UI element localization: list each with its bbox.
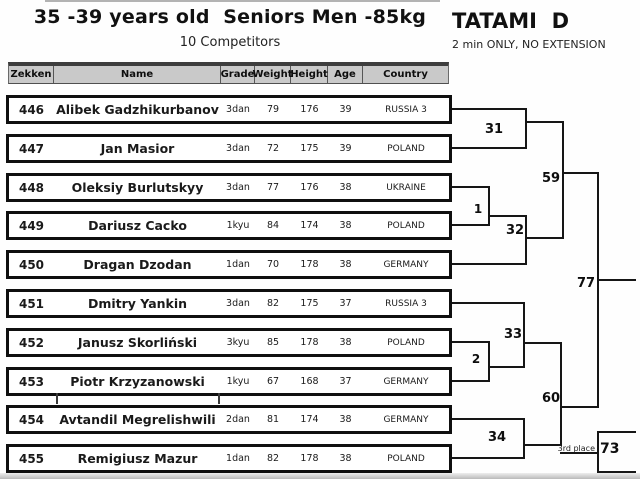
competitor-row-454 <box>6 405 452 434</box>
bracket-line <box>452 186 490 188</box>
bracket-line <box>452 457 525 459</box>
zekken: 446 <box>18 102 45 117</box>
age: 39 <box>339 104 352 115</box>
column-header-height: Height <box>291 66 328 83</box>
bracket-line <box>488 366 525 368</box>
grade: 3dan <box>226 182 250 193</box>
column-header-weight: Weight <box>255 66 291 83</box>
height: 175 <box>300 298 319 309</box>
column-header-zekken: Zekken <box>9 66 54 83</box>
competitor-row-449 <box>6 211 452 240</box>
bracket-line <box>488 186 490 226</box>
bracket-line <box>488 215 527 217</box>
country: POLAND <box>387 337 425 348</box>
bracket-line <box>452 224 490 226</box>
match-label-59: 59 <box>541 171 561 186</box>
height: 178 <box>300 259 319 270</box>
age: 38 <box>339 453 352 464</box>
page-title: 35 -39 years old Seniors Men -85kg <box>33 6 427 28</box>
competitor-row-450 <box>6 250 452 279</box>
zekken: 449 <box>18 218 45 233</box>
weight: 67 <box>266 376 280 387</box>
height: 174 <box>300 414 319 425</box>
competitor-name: Dmitry Yankin <box>87 296 188 311</box>
zekken: 452 <box>18 335 45 350</box>
bracket-line <box>452 341 490 343</box>
country: GERMANY <box>383 259 429 270</box>
column-header-grade: Grade <box>221 66 255 83</box>
scan-artifact-top-line <box>45 0 440 2</box>
bracket-line <box>523 418 525 459</box>
match-label-2: 2 <box>471 352 481 366</box>
height: 168 <box>300 376 319 387</box>
country: POLAND <box>387 220 425 231</box>
weight: 84 <box>266 220 280 231</box>
age: 38 <box>339 414 352 425</box>
weight: 82 <box>266 298 280 309</box>
match-label-73: 73 <box>600 441 620 457</box>
bracket-line <box>525 121 564 123</box>
grade: 1kyu <box>226 376 250 387</box>
bracket-line <box>452 147 527 149</box>
competitor-name: Alibek Gadzhikurbanov <box>56 102 219 117</box>
bracket-line <box>525 108 527 149</box>
match-label-77: 77 <box>576 276 596 291</box>
zekken: 448 <box>18 180 45 195</box>
table-header <box>8 62 449 84</box>
height: 174 <box>300 220 319 231</box>
grade: 3dan <box>226 104 250 115</box>
match-label-34: 34 <box>487 430 507 445</box>
bracket-line <box>597 431 599 473</box>
column-header-country: Country <box>383 69 428 80</box>
bracket-line <box>452 418 525 420</box>
country: GERMANY <box>383 376 429 387</box>
scan-artifact-tick <box>56 393 58 404</box>
match-label-60: 60 <box>541 391 561 406</box>
height: 175 <box>300 143 319 154</box>
age: 37 <box>339 376 352 387</box>
height: 178 <box>300 337 319 348</box>
weight: 82 <box>266 453 280 464</box>
competitor-row-455 <box>6 444 452 473</box>
bracket-line <box>597 279 636 281</box>
bracket-line <box>562 172 599 174</box>
weight: 81 <box>266 414 280 425</box>
match-label-33: 33 <box>503 327 523 342</box>
grade: 3dan <box>226 143 250 154</box>
competitor-name: Remigiusz Mazur <box>77 451 198 466</box>
zekken: 453 <box>18 374 45 389</box>
grade: 3kyu <box>226 337 250 348</box>
weight: 85 <box>266 337 280 348</box>
competitor-name: Jan Masior <box>100 141 175 156</box>
country: GERMANY <box>383 414 429 425</box>
competitor-row-452 <box>6 328 452 357</box>
grade: 1dan <box>226 259 250 270</box>
age: 38 <box>339 182 352 193</box>
competitor-row-447 <box>6 134 452 163</box>
zekken: 455 <box>18 451 45 466</box>
grade: 3dan <box>226 298 250 309</box>
competitor-name: Piotr Krzyzanowski <box>70 374 205 389</box>
column-header-age: Age <box>328 66 363 83</box>
match-label-32: 32 <box>505 223 525 238</box>
bracket-line <box>597 431 636 433</box>
country: UKRAINE <box>386 182 426 193</box>
weight: 77 <box>266 182 280 193</box>
weight: 70 <box>266 259 280 270</box>
bracket-line <box>525 237 564 239</box>
age: 38 <box>339 220 352 231</box>
country: RUSSIA 3 <box>385 104 427 115</box>
grade: 1dan <box>226 453 250 464</box>
age: 38 <box>339 337 352 348</box>
competitor-name: Oleksiy Burlutskyy <box>71 180 204 195</box>
competitor-row-448 <box>6 173 452 202</box>
height: 176 <box>300 104 319 115</box>
zekken: 454 <box>18 412 45 427</box>
competitor-count: 10 Competitors <box>179 35 281 50</box>
bracket-line <box>452 263 527 265</box>
height: 176 <box>300 182 319 193</box>
competitor-name: Dragan Dzodan <box>83 257 192 272</box>
bracket-line <box>488 341 490 382</box>
competitor-row-453 <box>6 367 452 396</box>
bracket-line <box>560 406 599 408</box>
scan-artifact-tick <box>218 393 220 404</box>
height: 178 <box>300 453 319 464</box>
column-header-name: Name <box>54 66 221 83</box>
match-label-31: 31 <box>484 122 504 137</box>
weight: 72 <box>266 143 280 154</box>
bracket-line <box>452 108 527 110</box>
age: 39 <box>339 143 352 154</box>
match-label-1: 1 <box>473 202 483 216</box>
grade: 2dan <box>226 414 250 425</box>
competitor-name: Avtandil Megrelishwili <box>59 412 216 427</box>
competitor-row-451 <box>6 289 452 318</box>
zekken: 447 <box>18 141 45 156</box>
age: 38 <box>339 259 352 270</box>
bracket-line <box>523 342 562 344</box>
tatami-label: TATAMI D <box>452 9 570 33</box>
country: POLAND <box>387 453 425 464</box>
match-duration-note: 2 min ONLY, NO EXTENSION <box>452 38 606 51</box>
country: POLAND <box>387 143 425 154</box>
weight: 79 <box>266 104 280 115</box>
competitor-name: Dariusz Cacko <box>88 218 187 233</box>
bracket-line <box>452 302 525 304</box>
grade: 1kyu <box>226 220 250 231</box>
third-place-label: 3rd place <box>557 444 595 453</box>
age: 37 <box>339 298 352 309</box>
competitor-row-446 <box>6 95 452 124</box>
competitor-name: Janusz Skorliński <box>77 335 198 350</box>
country: RUSSIA 3 <box>385 298 427 309</box>
zekken: 451 <box>18 296 45 311</box>
scan-artifact-bottom-band <box>0 473 640 479</box>
zekken: 450 <box>18 257 45 272</box>
bracket-line <box>452 380 490 382</box>
